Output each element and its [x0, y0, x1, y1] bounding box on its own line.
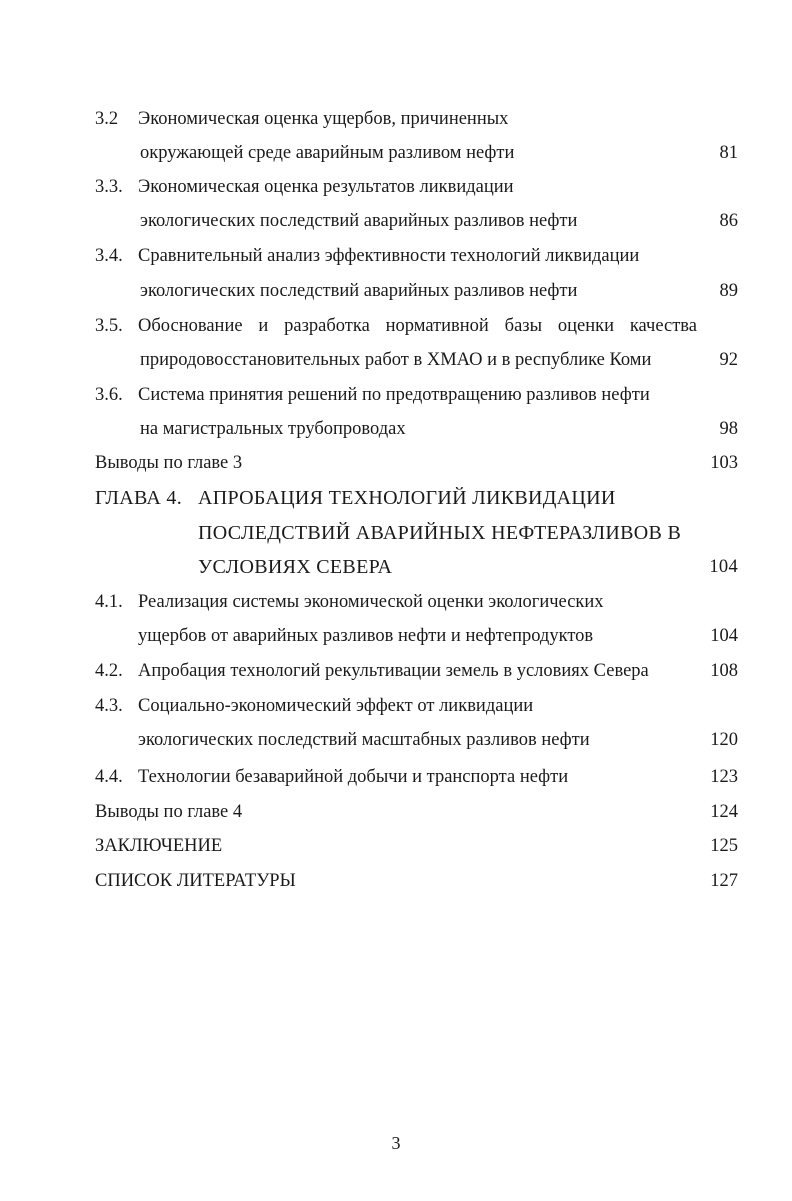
toc-entry-4-3-cont — [0, 725, 792, 755]
toc-number: 3.5. — [95, 316, 123, 336]
toc-number: 4.2. — [95, 661, 123, 681]
toc-title: СПИСОК ЛИТЕРАТУРЫ — [95, 871, 296, 891]
toc-page-number: 89 — [719, 281, 738, 301]
toc-chapter-label: ГЛАВА 4. — [95, 487, 182, 509]
toc-page-number: 127 — [710, 871, 738, 891]
toc-page-number: 124 — [710, 802, 738, 822]
toc-chapter-4 — [0, 483, 792, 513]
toc-number: 3.6. — [95, 385, 123, 405]
toc-page-number: 104 — [709, 557, 738, 577]
toc-title-cont: природовосстановительных работ в ХМАО и в республике Коми — [140, 350, 652, 370]
toc-entry-3-4 — [0, 241, 792, 271]
toc-chapter-title: АПРОБАЦИЯ ТЕХНОЛОГИЙ ЛИКВИДАЦИИ — [198, 487, 616, 509]
toc-chapter-title-cont: УСЛОВИЯХ СЕВЕРА — [198, 556, 393, 578]
toc-chapter-title-cont: ПОСЛЕДСТВИЙ АВАРИЙНЫХ НЕФТЕРАЗЛИВОВ В — [198, 522, 682, 544]
toc-entry-3-6-cont — [0, 414, 792, 444]
toc-page-number: 125 — [710, 836, 738, 856]
toc-number: 3.3. — [95, 177, 123, 197]
toc-title: Система принятия решений по предотвращению разливов нефти — [138, 385, 650, 405]
toc-title: Технологии безаварийной добычи и транспорта нефти — [138, 767, 569, 787]
toc-page-number: 104 — [710, 626, 738, 646]
toc-page-number: 120 — [710, 730, 738, 750]
toc-title-cont: экологических последствий аварийных разливов нефти — [140, 281, 578, 301]
toc-entry-3-6 — [0, 380, 792, 410]
toc-page-number: 103 — [710, 453, 738, 473]
toc-entry-4-1 — [0, 587, 792, 617]
toc-number: 3.2 — [95, 109, 119, 129]
toc-entry-3-2-cont — [0, 138, 792, 168]
toc-title: Выводы по главе 3 — [95, 453, 243, 473]
toc-title-cont: на магистральных трубопроводах — [140, 419, 406, 439]
toc-chapter-4-cont-1 — [0, 518, 792, 548]
toc-title-cont: экологических последствий аварийных разливов нефти — [140, 211, 578, 231]
toc-number: 3.4. — [95, 246, 123, 266]
toc-entry-4-4 — [0, 762, 792, 792]
toc-entry-3-5 — [0, 311, 792, 341]
toc-number: 4.3. — [95, 696, 123, 716]
toc-title-cont: ущербов от аварийных разливов нефти и нефтепродуктов — [138, 626, 594, 646]
toc-entry-conclusions-4 — [0, 797, 792, 827]
toc-title: Экономическая оценка ущербов, причиненных — [138, 109, 509, 129]
toc-title: Социально-экономический эффект от ликвидации — [138, 696, 534, 716]
toc-entry-3-4-cont — [0, 276, 792, 306]
toc-title: Обоснование и разработка нормативной базы оценки качества — [138, 316, 697, 336]
toc-title: Экономическая оценка результатов ликвидации — [138, 177, 514, 197]
toc-page-number: 81 — [719, 143, 738, 163]
toc-page-number: 123 — [710, 767, 738, 787]
toc-entry-4-3 — [0, 691, 792, 721]
toc-title: Сравнительный анализ эффективности технологий ликвидации — [138, 246, 640, 266]
toc-title: Реализация системы экономической оценки экологических — [138, 592, 604, 612]
toc-entry-3-3 — [0, 172, 792, 202]
toc-page-number: 86 — [719, 211, 738, 231]
toc-number: 4.4. — [95, 767, 123, 787]
toc-entry-3-5-cont — [0, 345, 792, 375]
toc-entry-4-2 — [0, 656, 792, 686]
page-number: 3 — [391, 1133, 401, 1153]
toc-title-cont: окружающей среде аварийным разливом нефти — [140, 143, 515, 163]
toc-number: 4.1. — [95, 592, 123, 612]
toc-title: Апробация технологий рекультивации земель в условиях Севера — [138, 661, 649, 681]
toc-page-number: 108 — [710, 661, 738, 681]
toc-page-number: 92 — [719, 350, 738, 370]
toc-entry-3-3-cont — [0, 206, 792, 236]
toc-entry-conclusions-3 — [0, 448, 792, 478]
toc-title: Выводы по главе 4 — [95, 802, 243, 822]
toc-page-number: 98 — [719, 419, 738, 439]
toc-entry-3-2 — [0, 104, 792, 134]
toc-chapter-4-cont-2 — [0, 552, 792, 582]
toc-title-cont: экологических последствий масштабных разливов нефти — [138, 730, 590, 750]
toc-entry-references — [0, 866, 792, 896]
toc-entry-conclusion — [0, 831, 792, 861]
toc-title: ЗАКЛЮЧЕНИЕ — [95, 836, 223, 856]
toc-entry-4-1-cont — [0, 621, 792, 651]
